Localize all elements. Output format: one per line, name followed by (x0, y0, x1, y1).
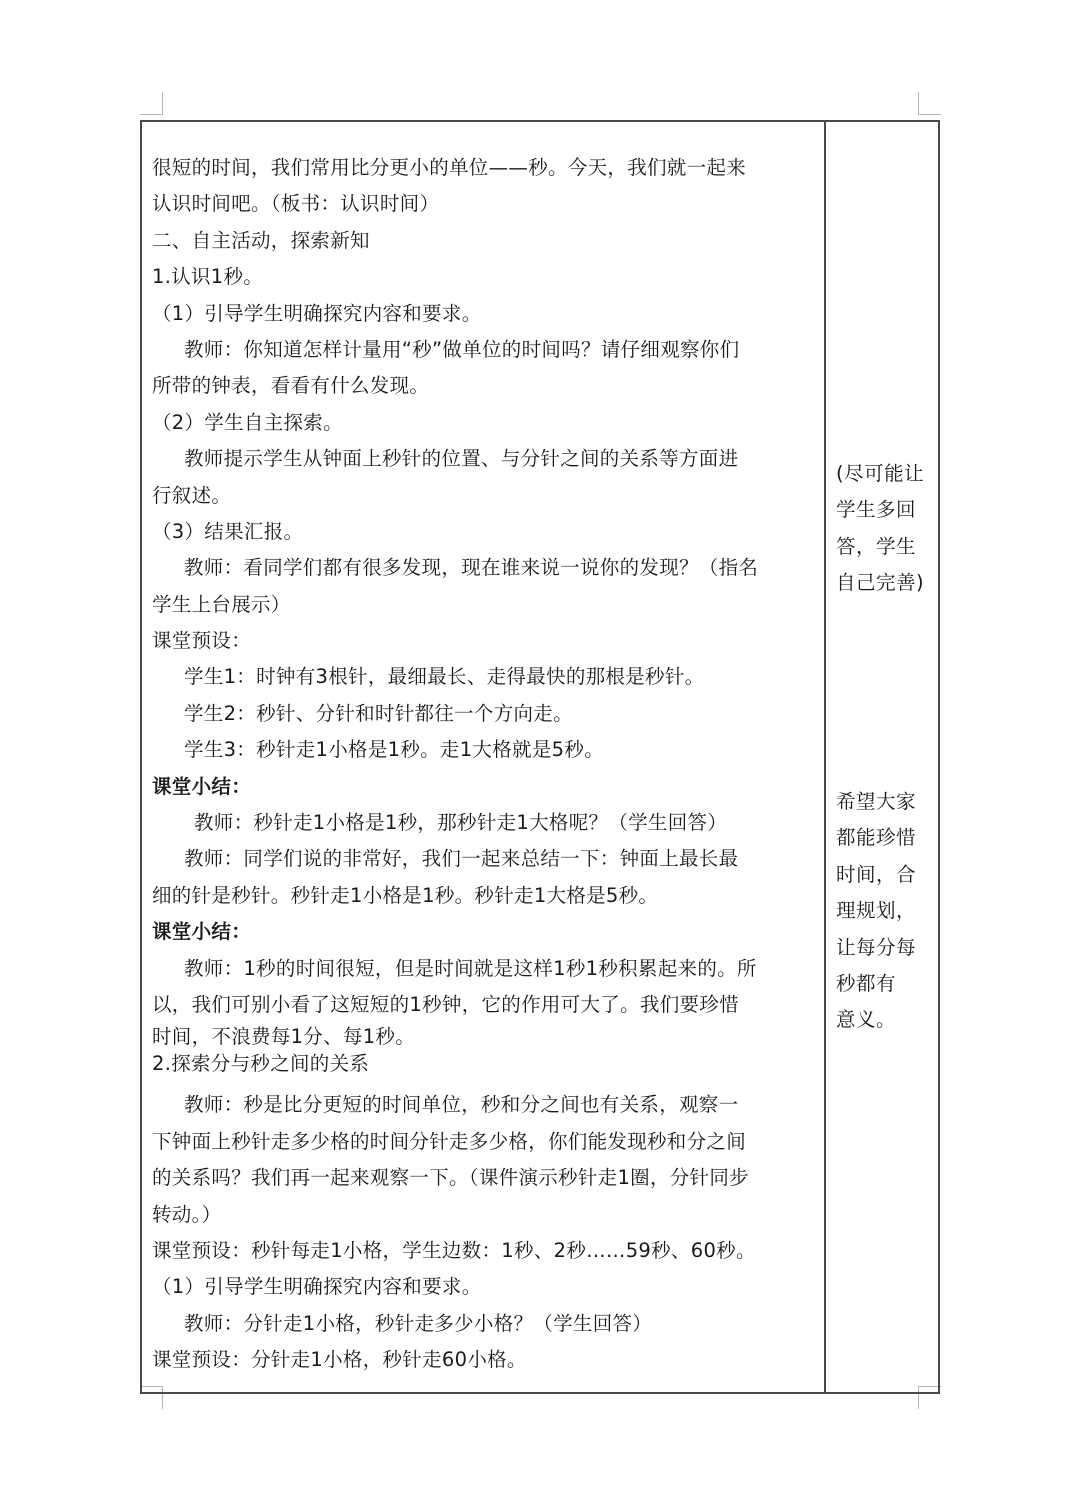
crop-mark-top-left (140, 92, 163, 115)
text-line: 教师：秒是比分更短的时间单位，秒和分之间也有关系，观察一 (184, 1093, 739, 1117)
side-note-line: (尽可能让 (836, 462, 925, 485)
text-line: 认识时间吧。（板书：认识时间） (152, 192, 440, 216)
text-line: 课堂预设：秒针每走1小格，学生边数：1秒、2秒……59秒、60秒。 (152, 1238, 756, 1262)
subsection-heading: 1.认识1秒。 (152, 265, 264, 289)
text-line: 课堂预设：分针走1小格，秒针走60小格。 (152, 1348, 527, 1372)
text-line: 细的针是秒针。秒针走1小格是1秒。秒针走1大格是5秒。 (152, 883, 659, 907)
text-line: 时间，不浪费每1分、每1秒。 (152, 1025, 416, 1049)
side-note-line: 秒都有 (836, 971, 897, 995)
text-line: 教师：秒针走1小格是1秒，那秒针走1大格呢？（学生回答） (194, 811, 728, 835)
text-line: 转动。） (152, 1202, 222, 1226)
side-note-line: 时间，合 (836, 862, 917, 886)
side-note-line: 答，学生 (836, 534, 917, 558)
side-note-line: 理规划， (836, 899, 917, 923)
text-line: 所带的钟表，看看有什么发现。 (152, 374, 430, 398)
lesson-content-column (152, 150, 812, 1379)
text-line: 教师提示学生从钟面上秒针的位置、与分针之间的关系等方面进 (184, 447, 739, 471)
side-note-line: 都能珍惜 (836, 826, 917, 850)
table-column-divider (824, 120, 826, 1394)
summary-heading: 课堂小结： (152, 774, 252, 798)
text-line: （1）引导学生明确探究内容和要求。 (152, 1275, 482, 1299)
summary-heading: 课堂小结： (152, 920, 252, 944)
text-line: （2）学生自主探索。 (152, 410, 343, 434)
text-line: 教师：同学们说的非常好，我们一起来总结一下：钟面上最长最 (184, 847, 739, 871)
side-note-line: 自己完善) (836, 571, 925, 595)
text-line: 教师：看同学们都有很多发现，现在谁来说一说你的发现？（指名 (184, 556, 759, 580)
text-line: 学生2：秒针、分针和时针都往一个方向走。 (184, 701, 573, 725)
text-line: 教师：你知道怎样计量用“秒”做单位的时间吗？请仔细观察你们 (184, 337, 740, 361)
text-line: 下钟面上秒针走多少格的时间分针走多少格，你们能发现秒和分之间 (152, 1129, 747, 1153)
text-line: （1）引导学生明确探究内容和要求。 (152, 301, 482, 325)
text-line: 学生1：时钟有3根针，最细最长、走得最快的那根是秒针。 (184, 665, 705, 689)
text-line: （3）结果汇报。 (152, 519, 304, 543)
side-note-line: 让每分每 (836, 935, 917, 959)
text-line: 课堂预设： (152, 629, 252, 653)
subsection-heading: 2.探索分与秒之间的关系 (152, 1052, 370, 1076)
text-line: 学生上台展示） (152, 592, 291, 616)
side-note-1 (836, 456, 936, 602)
text-line: 很短的时间，我们常用比分更小的单位——秒。今天，我们就一起来 (152, 156, 747, 179)
side-note-2 (836, 784, 936, 1039)
side-note-line: 希望大家 (836, 790, 917, 813)
section-heading: 二、自主活动，探索新知 (152, 228, 370, 252)
text-line: 的关系吗？我们再一起来观察一下。（课件演示秒针走1圈，分针同步 (152, 1166, 749, 1190)
text-line: 以，我们可别小看了这短短的1秒钟，它的作用可大了。我们要珍惜 (152, 992, 739, 1016)
text-line: 教师：分针走1小格，秒针走多少小格？（学生回答） (184, 1311, 653, 1335)
text-line: 学生3：秒针走1小格是1秒。走1大格就是5秒。 (184, 738, 604, 762)
text-line: 行叙述。 (152, 483, 232, 507)
text-line: 教师：1秒的时间很短，但是时间就是这样1秒1秒积累起来的。所 (184, 956, 757, 980)
side-note-line: 学生多回 (836, 498, 917, 522)
side-note-line: 意义。 (836, 1008, 897, 1032)
crop-mark-top-right (918, 92, 941, 115)
